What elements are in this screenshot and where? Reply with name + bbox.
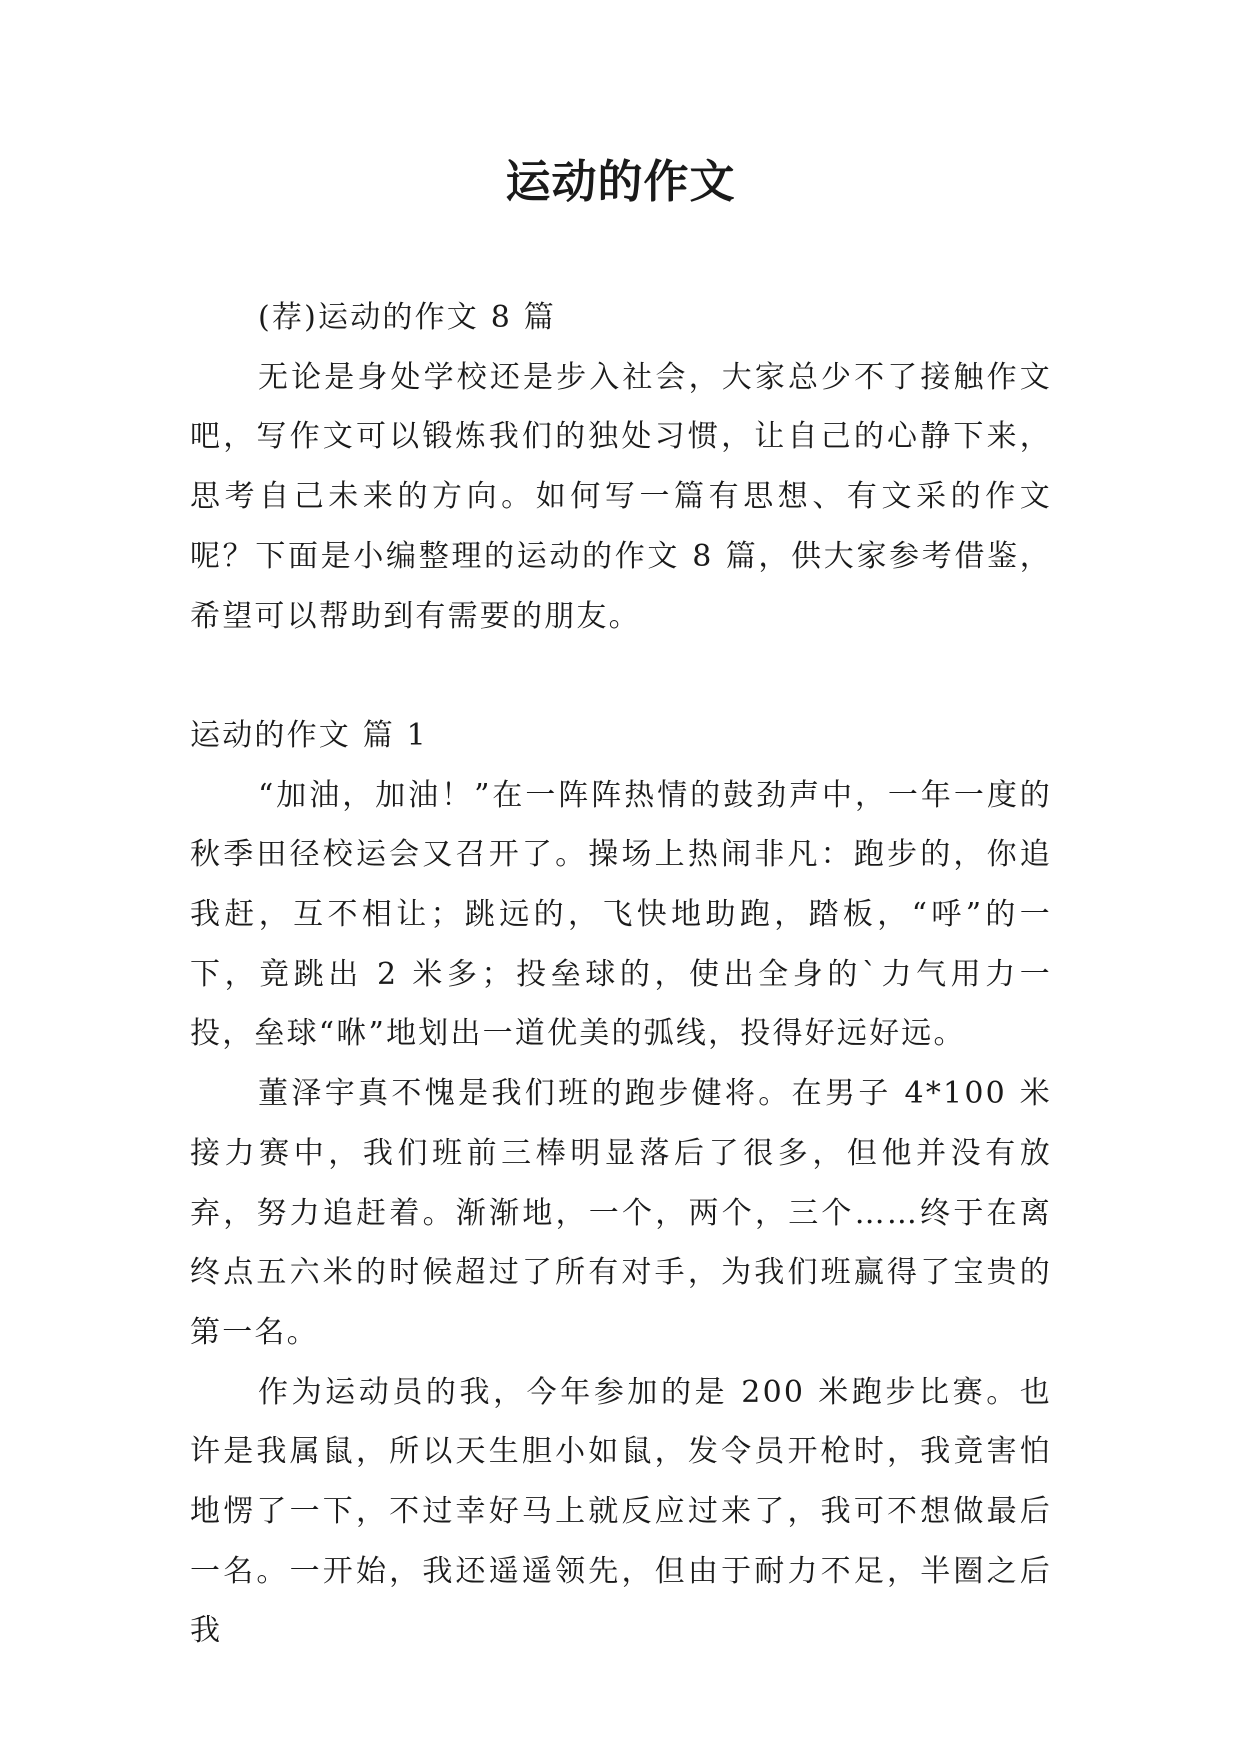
body-paragraph: “加油，加油！”在一阵阵热情的鼓劲声中，一年一度的秋季田径校运会又召开了。操场上热闹非凡：跑步的，你追我赶，互不相让；跳远的，飞快地助跑，踏板，“呼”的一下，竟跳出 2 米多；投垒球的，使出全身的`力气用力一投，垒球“咻”地划出一道优美的弧线，投得好远好远。 (190, 777, 1052, 1052)
intro-paragraph: 无论是身处学校还是步入社会，大家总少不了接触作文吧，写作文可以锻炼我们的独处习惯，让自己的心静下来，思考自己未来的方向。如何写一篇有思想、有文采的作文呢？下面是小编整理的运动的作文 8 篇，供大家参考借鉴，希望可以帮助到有需要的朋友。 (190, 359, 1052, 634)
body-paragraph: 作为运动员的我，今年参加的是 200 米跑步比赛。也许是我属鼠，所以天生胆小如鼠，发令员开枪时，我竟害怕地愣了一下，不过幸好马上就反应过来了，我可不想做最后一名。一开始，我还遥遥领先，但由于耐力不足，半圈之后我 (190, 1374, 1052, 1649)
document-body (190, 288, 1052, 1661)
document-subtitle: (荐)运动的作文 8 篇 (258, 300, 556, 335)
page-title: 运动的作文 (505, 155, 736, 208)
body-paragraph: 董泽宇真不愧是我们班的跑步健将。在男子 4*100 米接力赛中，我们班前三棒明显落后了很多，但他并没有放弃，努力追赶着。渐渐地，一个，两个，三个……终于在离终点五六米的时候超过了所有对手，为我们班赢得了宝贵的第一名。 (190, 1076, 1052, 1350)
section-heading: 运动的作文 篇 1 (190, 717, 428, 753)
